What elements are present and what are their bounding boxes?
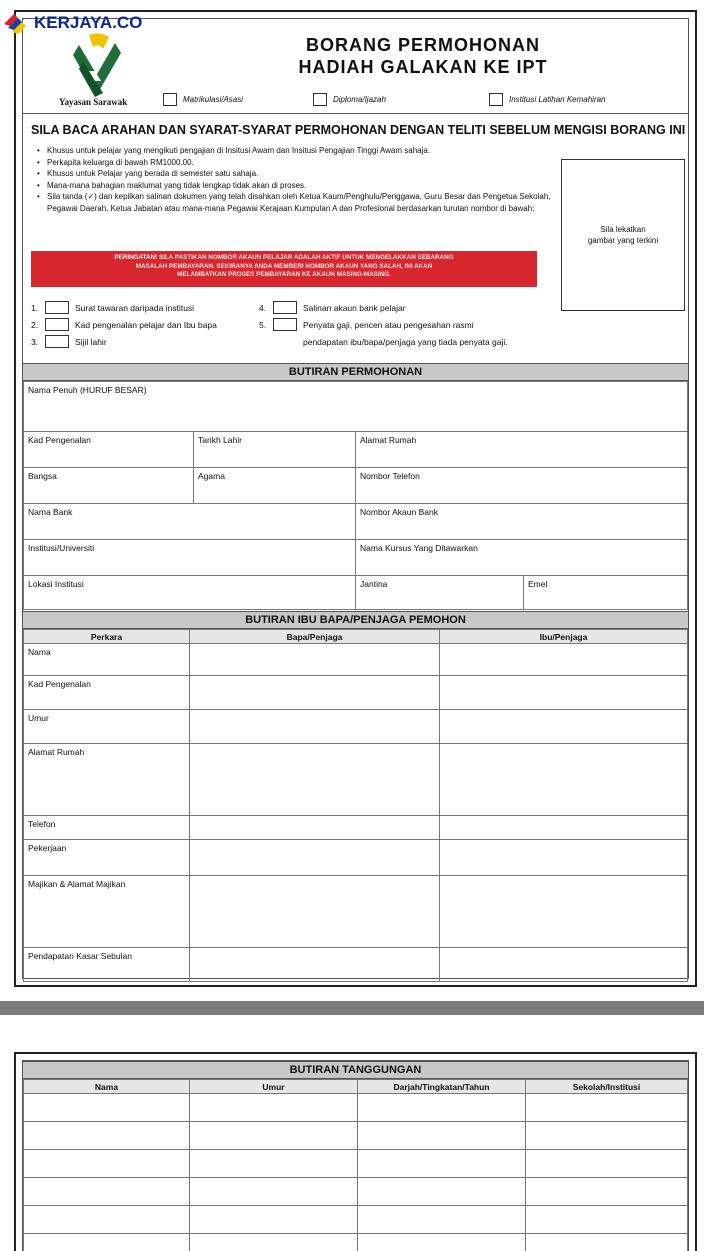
checklist-num: 1.	[31, 302, 39, 313]
column-header: Bapa/Penjaga	[190, 630, 440, 644]
row-label-telefon: Telefon	[24, 816, 190, 840]
field-institusi[interactable]	[24, 540, 356, 576]
cell[interactable]	[358, 1206, 526, 1234]
photo-box-line2: gambar yang terkini	[587, 236, 659, 245]
field-label: Bangsa	[28, 471, 57, 481]
dependents-table	[23, 1079, 688, 1251]
bapa-field[interactable]	[190, 840, 440, 876]
checklist-item-5[interactable]	[259, 318, 474, 331]
cell[interactable]	[24, 1178, 190, 1206]
bapa-field[interactable]	[190, 676, 440, 710]
cell[interactable]	[24, 1150, 190, 1178]
column-header: Sekolah/Institusi	[526, 1080, 688, 1094]
field-nama-penuh[interactable]	[24, 382, 688, 432]
checklist-checkbox[interactable]	[45, 301, 69, 314]
field-nombor-akaun[interactable]	[356, 504, 688, 540]
rules-list	[35, 145, 555, 214]
form-inner-frame	[22, 18, 689, 979]
yayasan-sarawak-logo-icon	[59, 31, 139, 101]
ibu-field[interactable]	[440, 710, 688, 744]
checklist-item-4[interactable]	[259, 301, 406, 314]
bapa-field[interactable]	[190, 816, 440, 840]
cell[interactable]	[526, 1178, 688, 1206]
table-row	[24, 1122, 688, 1150]
option-matrikulasi[interactable]	[163, 93, 243, 106]
option-checkbox[interactable]	[313, 93, 327, 106]
warning-label: PERINGATAN!	[114, 254, 158, 261]
ibu-field[interactable]	[440, 676, 688, 710]
cell[interactable]	[190, 1206, 358, 1234]
form-page-2	[14, 1052, 697, 1251]
field-jantina[interactable]	[356, 576, 524, 610]
ibu-field[interactable]	[440, 644, 688, 676]
cell[interactable]	[526, 1122, 688, 1150]
field-label: Institusi/Universiti	[28, 543, 95, 553]
level-options	[163, 93, 688, 109]
bapa-field[interactable]	[190, 948, 440, 982]
option-diploma[interactable]	[313, 93, 386, 106]
field-kad-pengenalan[interactable]	[24, 432, 194, 468]
cell[interactable]	[190, 1234, 358, 1251]
field-alamat-rumah[interactable]	[356, 432, 688, 468]
field-label: Emel	[528, 579, 548, 589]
form-title-line1: BORANG PERMOHONAN	[305, 35, 540, 55]
field-nama-bank[interactable]	[24, 504, 356, 540]
parent-details-table	[23, 629, 688, 982]
checklist-checkbox[interactable]	[45, 335, 69, 348]
checklist-label: Penyata gaji, pencen atau pengesahan rasmi	[303, 319, 474, 330]
cell[interactable]	[358, 1122, 526, 1150]
page-separator	[0, 1001, 704, 1015]
photo-box-line1: Sila lekatkan	[600, 225, 646, 234]
checklist-label: Salinan akaun bank pelajar	[303, 302, 406, 313]
checklist-checkbox[interactable]	[45, 318, 69, 331]
checklist-label: Kad pengenalan pelajar dan Ibu bapa	[75, 319, 217, 330]
table-row	[24, 1206, 688, 1234]
cell[interactable]	[358, 1178, 526, 1206]
bapa-field[interactable]	[190, 744, 440, 816]
cell[interactable]	[526, 1234, 688, 1251]
option-checkbox[interactable]	[489, 93, 503, 106]
field-label: Alamat Rumah	[360, 435, 417, 445]
field-lokasi-institusi[interactable]	[24, 576, 356, 610]
warning-line1: SILA PASTIKAN NOMBOR AKAUN PELAJAR ADALAH AKTIF UNTUK MENGELAKKAN SEBARANG	[158, 254, 454, 261]
column-header: Umur	[190, 1080, 358, 1094]
option-label: Institusi Latihan Kemahiran	[509, 95, 606, 104]
field-label: Jantina	[360, 579, 388, 589]
field-nombor-telefon[interactable]	[356, 468, 688, 504]
checklist-num: 5.	[259, 319, 267, 330]
ibu-field[interactable]	[440, 816, 688, 840]
cell[interactable]	[24, 1094, 190, 1122]
field-bangsa[interactable]	[24, 468, 194, 504]
option-label: Matrikulasi/Asasi	[183, 95, 244, 104]
field-label: Nombor Telefon	[360, 471, 420, 481]
field-agama[interactable]	[194, 468, 356, 504]
row-label-pekerjaan: Pekerjaan	[24, 840, 190, 876]
row-label-kad-pengenalan: Kad Pengenalan	[24, 676, 190, 710]
kerjaya-watermark	[2, 10, 142, 36]
field-nama-kursus[interactable]	[356, 540, 688, 576]
ibu-field[interactable]	[440, 948, 688, 982]
cell[interactable]	[358, 1094, 526, 1122]
cell[interactable]	[358, 1234, 526, 1251]
section-butiran-ibu-bapa-title: BUTIRAN IBU BAPA/PENJAGA PEMOHON	[23, 611, 688, 629]
field-label: Nombor Akaun Bank	[360, 507, 438, 517]
section-butiran-tanggungan-title: BUTIRAN TANGGUNGAN	[23, 1061, 688, 1079]
checklist-num: 2.	[31, 319, 39, 330]
row-label-pendapatan: Pendapatan Kasar Sebulan	[24, 948, 190, 982]
column-header: Perkara	[24, 630, 190, 644]
checklist-item-3[interactable]	[31, 335, 107, 348]
field-label: Lokasi Institusi	[28, 579, 84, 589]
field-label: Nama Penuh (HURUF BESAR)	[28, 385, 147, 395]
applicant-details-table	[23, 381, 688, 610]
option-label: Diploma/Ijazah	[333, 95, 386, 104]
column-header: Darjah/Tingkatan/Tahun	[358, 1080, 526, 1094]
form-inner-frame	[22, 1060, 689, 1251]
checklist-note: pendapatan ibu/bapa/penjaga yang tiada penyata gaji.	[303, 337, 508, 347]
bapa-field[interactable]	[190, 876, 440, 948]
form-title-line2: HADIAH GALAKAN KE IPT	[298, 57, 548, 77]
table-row	[24, 1094, 688, 1122]
checklist-label: Surat tawaran daripada institusi	[75, 302, 195, 313]
field-label: Agama	[198, 471, 225, 481]
field-label: Tarikh Lahir	[198, 435, 242, 445]
rule-item: • Perkapita keluarga di bawah RM1000.00.	[35, 157, 555, 169]
cell[interactable]	[24, 1122, 190, 1150]
ibu-field[interactable]	[440, 744, 688, 816]
cell[interactable]	[526, 1094, 688, 1122]
checklist-checkbox[interactable]	[273, 301, 297, 314]
field-emel[interactable]	[524, 576, 688, 610]
kerjaya-logo-icon	[2, 10, 32, 36]
table-row	[24, 1234, 688, 1251]
photo-box	[561, 159, 685, 311]
cell[interactable]	[526, 1150, 688, 1178]
checklist-num: 3.	[31, 336, 39, 347]
row-label-alamat-rumah: Alamat Rumah	[24, 744, 190, 816]
org-name: Yayasan Sarawak	[59, 97, 128, 107]
cell[interactable]	[190, 1094, 358, 1122]
ibu-field[interactable]	[440, 876, 688, 948]
checklist-item-1[interactable]	[31, 301, 194, 314]
column-header: Ibu/Penjaga	[440, 630, 688, 644]
checklist-checkbox[interactable]	[273, 318, 297, 331]
rule-item: • Khusus untuk Pelajar yang berada di semester satu sahaja.	[35, 168, 555, 180]
row-label-nama: Nama	[24, 644, 190, 676]
watermark-text: KERJAYA.CO	[34, 13, 143, 32]
checklist-num: 4.	[259, 302, 267, 313]
table-row	[24, 1150, 688, 1178]
ibu-field[interactable]	[440, 840, 688, 876]
cell[interactable]	[526, 1206, 688, 1234]
rule-item: • Mana-mana bahagian maklumat yang tidak lengkap tidak akan di proses.	[35, 180, 555, 192]
warning-banner	[31, 251, 537, 287]
field-tarikh-lahir[interactable]	[194, 432, 356, 468]
checklist-label: Sijil lahir	[75, 336, 107, 347]
rule-item: • Sila tanda (✓) dan kepilkan salinan dokumen yang telah disahkan oleh Ketua Kaum/Penghulu/Penggawa, Guru Besar dan Pengetua Sekolah, Pegawai Daerah, Ketua Jabatan atau mana-mana Pegawai Kerajaan Kumpulan A dan Profesional berdasarkan turutan nombor di bawah;	[35, 191, 555, 214]
cell[interactable]	[24, 1206, 190, 1234]
cell[interactable]	[190, 1122, 358, 1150]
option-institusi-latihan[interactable]	[489, 93, 606, 106]
field-label: Nama Bank	[28, 507, 73, 517]
table-row	[24, 1178, 688, 1206]
form-page-1	[14, 10, 697, 987]
bapa-field[interactable]	[190, 644, 440, 676]
field-label: Kad Pengenalan	[28, 435, 91, 445]
cell[interactable]	[358, 1150, 526, 1178]
warning-line2: MASALAH PEMBAYARAN. SEKIRANYA ANDA MEMBERI NOMBOR AKAUN YANG SALAH, INI AKAN	[135, 262, 433, 270]
row-label-umur: Umur	[24, 710, 190, 744]
checklist-item-2[interactable]	[31, 318, 217, 331]
column-header: Nama	[24, 1080, 190, 1094]
bapa-field[interactable]	[190, 710, 440, 744]
option-checkbox[interactable]	[163, 93, 177, 106]
field-label: Nama Kursus Yang Ditawarkan	[360, 543, 478, 553]
row-label-majikan: Majikan & Alamat Majikan	[24, 876, 190, 948]
instructions-heading: SILA BACA ARAHAN DAN SYARAT-SYARAT PERMOHONAN DENGAN TELITI SEBELUM MENGISI BORANG INI	[31, 123, 686, 137]
cell[interactable]	[24, 1234, 190, 1251]
cell[interactable]	[190, 1150, 358, 1178]
warning-line3: MELAMBATKAN PROSES PEMBAYARAN KE AKAUN MASING-MASING.	[177, 271, 391, 278]
section-butiran-permohonan-title: BUTIRAN PERMOHONAN	[23, 363, 688, 381]
cell[interactable]	[190, 1178, 358, 1206]
rule-item: • Khusus untuk pelajar yang mengikuti pengajian di Insitusi Awam dan Insitusi Pengajian Tinggi Awam sahaja.	[35, 145, 555, 157]
